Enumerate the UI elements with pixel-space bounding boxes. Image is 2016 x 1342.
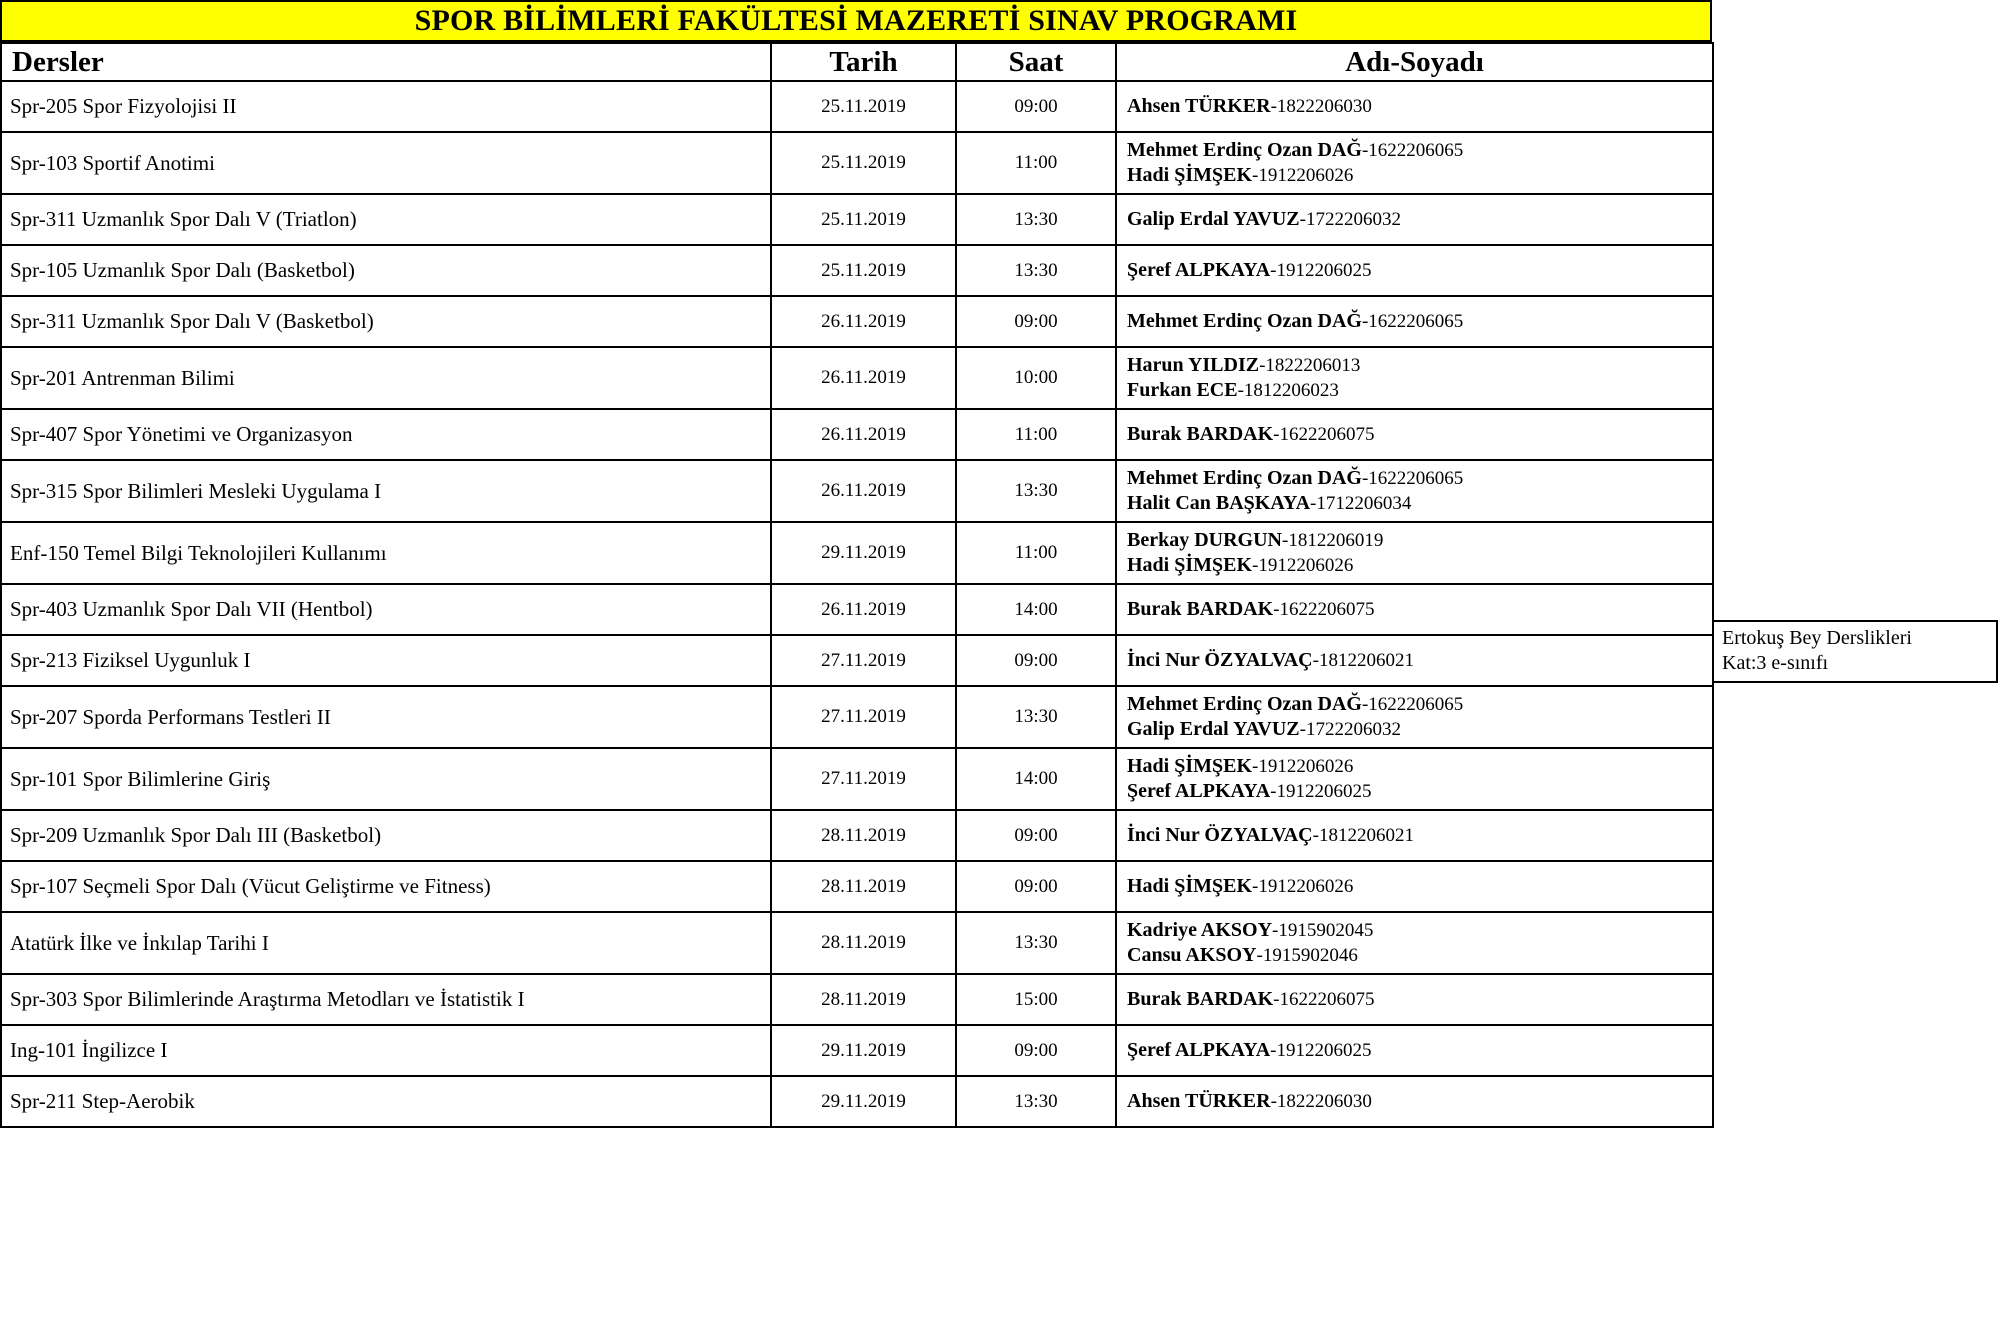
cell-saat: 11:00 [956,409,1116,460]
student-name: Hadi ŞİMŞEK [1127,755,1253,777]
student-name: Ahsen TÜRKER [1127,1090,1271,1112]
table-row [1,635,1713,686]
table-row [1,974,1713,1025]
table-row [1,1025,1713,1076]
table-header [1,43,1713,81]
student-number: -1812206023 [1237,380,1339,401]
cell-ad-soyad [1116,861,1713,912]
student-number: -1822206013 [1259,355,1361,376]
student-number: -1812206021 [1312,650,1414,671]
student-entry [1127,528,1708,553]
student-entry [1127,94,1708,119]
student-name: Kadriye AKSOY [1127,919,1273,941]
cell-saat: 13:30 [956,1076,1116,1127]
cell-ad-soyad [1116,748,1713,810]
column-header-ad-soyad: Adı-Soyadı [1116,43,1713,81]
student-number: -1915902045 [1272,920,1374,941]
student-entry [1127,1038,1708,1063]
cell-ders: Atatürk İlke ve İnkılap Tarihi I [1,912,771,974]
student-name: Hadi ŞİMŞEK [1127,164,1253,186]
cell-tarih: 29.11.2019 [771,522,956,584]
cell-tarih: 26.11.2019 [771,296,956,347]
student-name: Ahsen TÜRKER [1127,95,1271,117]
student-name: Furkan ECE [1127,379,1238,401]
student-entry [1127,874,1708,899]
student-number: -1622206065 [1361,140,1464,161]
student-number: -1912206025 [1270,260,1372,281]
cell-tarih: 28.11.2019 [771,810,956,861]
table-row [1,132,1713,194]
cell-ad-soyad [1116,522,1713,584]
column-header-saat: Saat [956,43,1116,81]
student-number: -1622206065 [1361,468,1464,489]
cell-ad-soyad [1116,584,1713,635]
cell-ad-soyad [1116,296,1713,347]
table-row [1,912,1713,974]
cell-ad-soyad [1116,347,1713,409]
cell-saat: 13:30 [956,460,1116,522]
student-number: -1912206025 [1270,781,1372,802]
table-body [1,81,1713,1127]
student-number: -1712206034 [1310,493,1412,514]
cell-tarih: 29.11.2019 [771,1076,956,1127]
student-entry [1127,138,1708,163]
student-number: -1912206026 [1252,165,1354,186]
student-entry [1127,491,1708,516]
student-name: Burak BARDAK [1127,988,1274,1010]
student-name: Mehmet Erdinç Ozan DAĞ [1127,139,1362,161]
cell-saat: 09:00 [956,296,1116,347]
cell-saat: 09:00 [956,1025,1116,1076]
table-row [1,1076,1713,1127]
student-number: -1912206026 [1252,756,1354,777]
student-entry [1127,597,1708,622]
classroom-note-line-1: Ertokuş Bey Derslikleri [1722,627,1912,649]
cell-ad-soyad [1116,132,1713,194]
student-name: Mehmet Erdinç Ozan DAĞ [1127,467,1362,489]
cell-saat: 10:00 [956,347,1116,409]
cell-saat: 14:00 [956,584,1116,635]
student-entry [1127,918,1708,943]
student-name: Galip Erdal YAVUZ [1127,718,1300,740]
cell-tarih: 26.11.2019 [771,347,956,409]
student-entry [1127,779,1708,804]
student-number: -1622206075 [1273,599,1375,620]
student-number: -1912206026 [1252,555,1354,576]
cell-ders: Spr-213 Fiziksel Uygunluk I [1,635,771,686]
column-header-tarih: Tarih [771,43,956,81]
student-number: -1622206075 [1273,989,1375,1010]
cell-ad-soyad [1116,1025,1713,1076]
document-title-bar [0,0,1712,42]
student-name: Burak BARDAK [1127,423,1274,445]
student-entry [1127,353,1708,378]
cell-ders: Spr-201 Antrenman Bilimi [1,347,771,409]
student-number: -1622206075 [1273,424,1375,445]
cell-saat: 15:00 [956,974,1116,1025]
cell-saat: 13:30 [956,194,1116,245]
table-row [1,245,1713,296]
student-name: Harun YILDIZ [1127,354,1260,376]
cell-saat: 11:00 [956,132,1116,194]
table-row [1,584,1713,635]
student-name: Berkay DURGUN [1127,529,1282,551]
cell-ders: Spr-303 Spor Bilimlerinde Araştırma Metodları ve İstatistik I [1,974,771,1025]
student-entry [1127,987,1708,1012]
student-entry [1127,823,1708,848]
student-name: Halit Can BAŞKAYA [1127,492,1311,514]
cell-tarih: 27.11.2019 [771,686,956,748]
student-name: Mehmet Erdinç Ozan DAĞ [1127,693,1362,715]
cell-ad-soyad [1116,974,1713,1025]
student-entry [1127,648,1708,673]
student-name: Şeref ALPKAYA [1127,780,1271,802]
student-number: -1822206030 [1270,96,1372,117]
student-number: -1722206032 [1299,209,1401,230]
table-row [1,194,1713,245]
cell-saat: 13:30 [956,912,1116,974]
student-name: Şeref ALPKAYA [1127,259,1271,281]
student-number: -1722206032 [1299,719,1401,740]
student-entry [1127,378,1708,403]
cell-saat: 13:30 [956,245,1116,296]
student-name: İnci Nur ÖZYALVAÇ [1127,824,1313,846]
cell-saat: 09:00 [956,635,1116,686]
cell-ad-soyad [1116,194,1713,245]
cell-ad-soyad [1116,635,1713,686]
table-row [1,748,1713,810]
student-entry [1127,163,1708,188]
cell-ders: Spr-103 Sportif Anotimi [1,132,771,194]
cell-saat: 14:00 [956,748,1116,810]
cell-saat: 13:30 [956,686,1116,748]
cell-ders: Enf-150 Temel Bilgi Teknolojileri Kullanımı [1,522,771,584]
cell-tarih: 29.11.2019 [771,1025,956,1076]
student-entry [1127,309,1708,334]
table-row [1,686,1713,748]
cell-ders: Spr-315 Spor Bilimleri Mesleki Uygulama I [1,460,771,522]
student-entry [1127,466,1708,491]
student-number: -1915902046 [1256,945,1358,966]
cell-ders: Spr-211 Step-Aerobik [1,1076,771,1127]
cell-saat: 09:00 [956,810,1116,861]
student-name: Cansu AKSOY [1127,944,1257,966]
cell-tarih: 25.11.2019 [771,81,956,132]
classroom-note-line-2: Kat:3 e-sınıfı [1722,652,1829,674]
cell-ders: Spr-205 Spor Fizyolojisi II [1,81,771,132]
cell-tarih: 27.11.2019 [771,748,956,810]
cell-tarih: 28.11.2019 [771,912,956,974]
table-row [1,81,1713,132]
student-number: -1912206025 [1270,1040,1372,1061]
student-entry [1127,1089,1708,1114]
table-row [1,409,1713,460]
cell-ad-soyad [1116,81,1713,132]
cell-ders: Spr-311 Uzmanlık Spor Dalı V (Triatlon) [1,194,771,245]
student-name: Galip Erdal YAVUZ [1127,208,1300,230]
cell-tarih: 26.11.2019 [771,409,956,460]
cell-saat: 11:00 [956,522,1116,584]
cell-ders: Spr-311 Uzmanlık Spor Dalı V (Basketbol) [1,296,771,347]
classroom-note-box [1712,620,1998,683]
cell-tarih: 26.11.2019 [771,460,956,522]
student-entry [1127,943,1708,968]
student-name: Hadi ŞİMŞEK [1127,875,1253,897]
student-name: Burak BARDAK [1127,598,1274,620]
cell-ad-soyad [1116,245,1713,296]
cell-tarih: 25.11.2019 [771,132,956,194]
cell-ders: Spr-407 Spor Yönetimi ve Organizasyon [1,409,771,460]
cell-ders: Ing-101 İngilizce I [1,1025,771,1076]
table-row [1,861,1713,912]
exam-schedule-table [0,42,1714,1128]
cell-ders: Spr-107 Seçmeli Spor Dalı (Vücut Geliştirme ve Fitness) [1,861,771,912]
table-row [1,810,1713,861]
cell-tarih: 26.11.2019 [771,584,956,635]
cell-tarih: 25.11.2019 [771,245,956,296]
cell-saat: 09:00 [956,81,1116,132]
student-name: Şeref ALPKAYA [1127,1039,1271,1061]
student-name: Mehmet Erdinç Ozan DAĞ [1127,310,1362,332]
cell-ad-soyad [1116,409,1713,460]
cell-ad-soyad [1116,460,1713,522]
cell-ders: Spr-209 Uzmanlık Spor Dalı III (Basketbol) [1,810,771,861]
student-number: -1812206021 [1312,825,1414,846]
student-number: -1822206030 [1270,1091,1372,1112]
student-name: Hadi ŞİMŞEK [1127,554,1253,576]
cell-tarih: 28.11.2019 [771,861,956,912]
cell-ders: Spr-403 Uzmanlık Spor Dalı VII (Hentbol) [1,584,771,635]
table-row [1,347,1713,409]
table-row [1,522,1713,584]
cell-ders: Spr-105 Uzmanlık Spor Dalı (Basketbol) [1,245,771,296]
student-entry [1127,692,1708,717]
student-number: -1622206065 [1361,694,1464,715]
student-entry [1127,258,1708,283]
cell-ad-soyad [1116,1076,1713,1127]
student-number: -1622206065 [1361,311,1464,332]
student-entry [1127,717,1708,742]
cell-tarih: 25.11.2019 [771,194,956,245]
cell-tarih: 27.11.2019 [771,635,956,686]
student-entry [1127,422,1708,447]
table-row [1,296,1713,347]
page-title: SPOR BİLİMLERİ FAKÜLTESİ MAZERETİ SINAV PROGRAMI [414,4,1298,37]
student-name: İnci Nur ÖZYALVAÇ [1127,649,1313,671]
student-entry [1127,207,1708,232]
cell-ad-soyad [1116,686,1713,748]
student-entry [1127,553,1708,578]
column-header-dersler: Dersler [1,43,771,81]
cell-ders: Spr-207 Sporda Performans Testleri II [1,686,771,748]
cell-ad-soyad [1116,810,1713,861]
cell-saat: 09:00 [956,861,1116,912]
cell-ders: Spr-101 Spor Bilimlerine Giriş [1,748,771,810]
table-row [1,460,1713,522]
cell-tarih: 28.11.2019 [771,974,956,1025]
student-number: -1812206019 [1282,530,1384,551]
student-number: -1912206026 [1252,876,1354,897]
student-entry [1127,754,1708,779]
cell-ad-soyad [1116,912,1713,974]
